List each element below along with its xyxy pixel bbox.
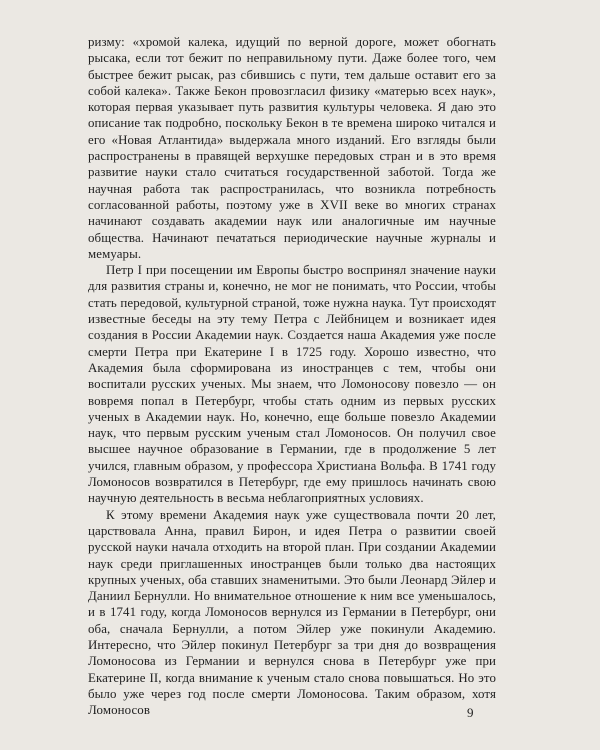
paragraph-continuation: ризму: «хромой калека, идущий по верной дороге, может обогнать рысака, если тот бежит по неправильному пути. Даже более того, чем быстрее бежит рысак, раз сбившись с пути, тем дальше оставит его за собой калека». Также Бекон провозгласил физику «матерью всех наук», которая первая указывает путь развития культуры человека. Я даю это описание так подробно, поскольку Бекон в те времена широко читался и его «Новая Атлантида» выдержала много изданий. Его взгляды были распространены в правящей верхушке передовых стран и в это время развитие науки стало считаться государственной заботой. Тогда же научная работа так распространилась, что возникла потребность согласованной работы, поэтому уже в XVII веке во многих странах начинают создавать академии наук или аналогичные им научные общества. Начинают печататься периодические научные журналы и мемуары. (88, 35, 496, 261)
paragraph-euler-bernoulli: К этому времени Академия наук уже существовала почти 20 лет, царствовала Анна, правил Бирон, и идея Петра о развитии своей русской науки начала отходить на второй план. При создании Академии наук среди приглашенных иностранцев были только два настоящих крупных ученых, оба ставших знаменитыми. Это были Леонард Эйлер и Даниил Бернулли. Но внимательное отношение к ним все уменьшалось, и в 1741 году, когда Ломоносов вернулся из Германии в Петербург, они оба, сначала Бернулли, а потом Эйлер уже покинули Академию. Интересно, что Эйлер покинул Петербург за три дня до возвращения Ломоносова из Германии и вернулся снова в Петербург уже при Екатерине II, когда внимание к ученым стало снова повышаться. Но это было уже через год после смерти Ломоносова. Таким образом, хотя Ломоносов (88, 507, 496, 718)
paragraph-peter-academy: Петр I при посещении им Европы быстро воспринял значение науки для развития страны и, конечно, не мог не понимать, что России, чтобы стать передовой, культурной страной, тоже нужна наука. Тут происходят известные беседы на эту тему Петра с Лейбницем и возникает идея создания в России Академии наук. Создается наша Академия уже после смерти Петра при Екатерине I в 1725 году. Хорошо известно, что Академия была сформирована из иностранцев с тем, чтобы они воспитали русских ученых. Мы знаем, что Ломоносову повезло — он вовремя попал в Петербург, чтобы стать одним из первых русских ученых в Академии наук. Но, конечно, еще больше повезло Академии наук, что первым русским ученым стал Ломоносов. Он получил свое высшее научное образование в Германии, где в продолжение 5 лет учился, главным образом, у профессора Христиана Вольфа. В 1741 году Ломоносов возвратился в Петербург, где ему пришлось начинать свою научную деятельность в весьма неблагоприятных условиях. (88, 263, 496, 506)
page-text (88, 34, 496, 718)
page-number: 9 (467, 705, 474, 720)
